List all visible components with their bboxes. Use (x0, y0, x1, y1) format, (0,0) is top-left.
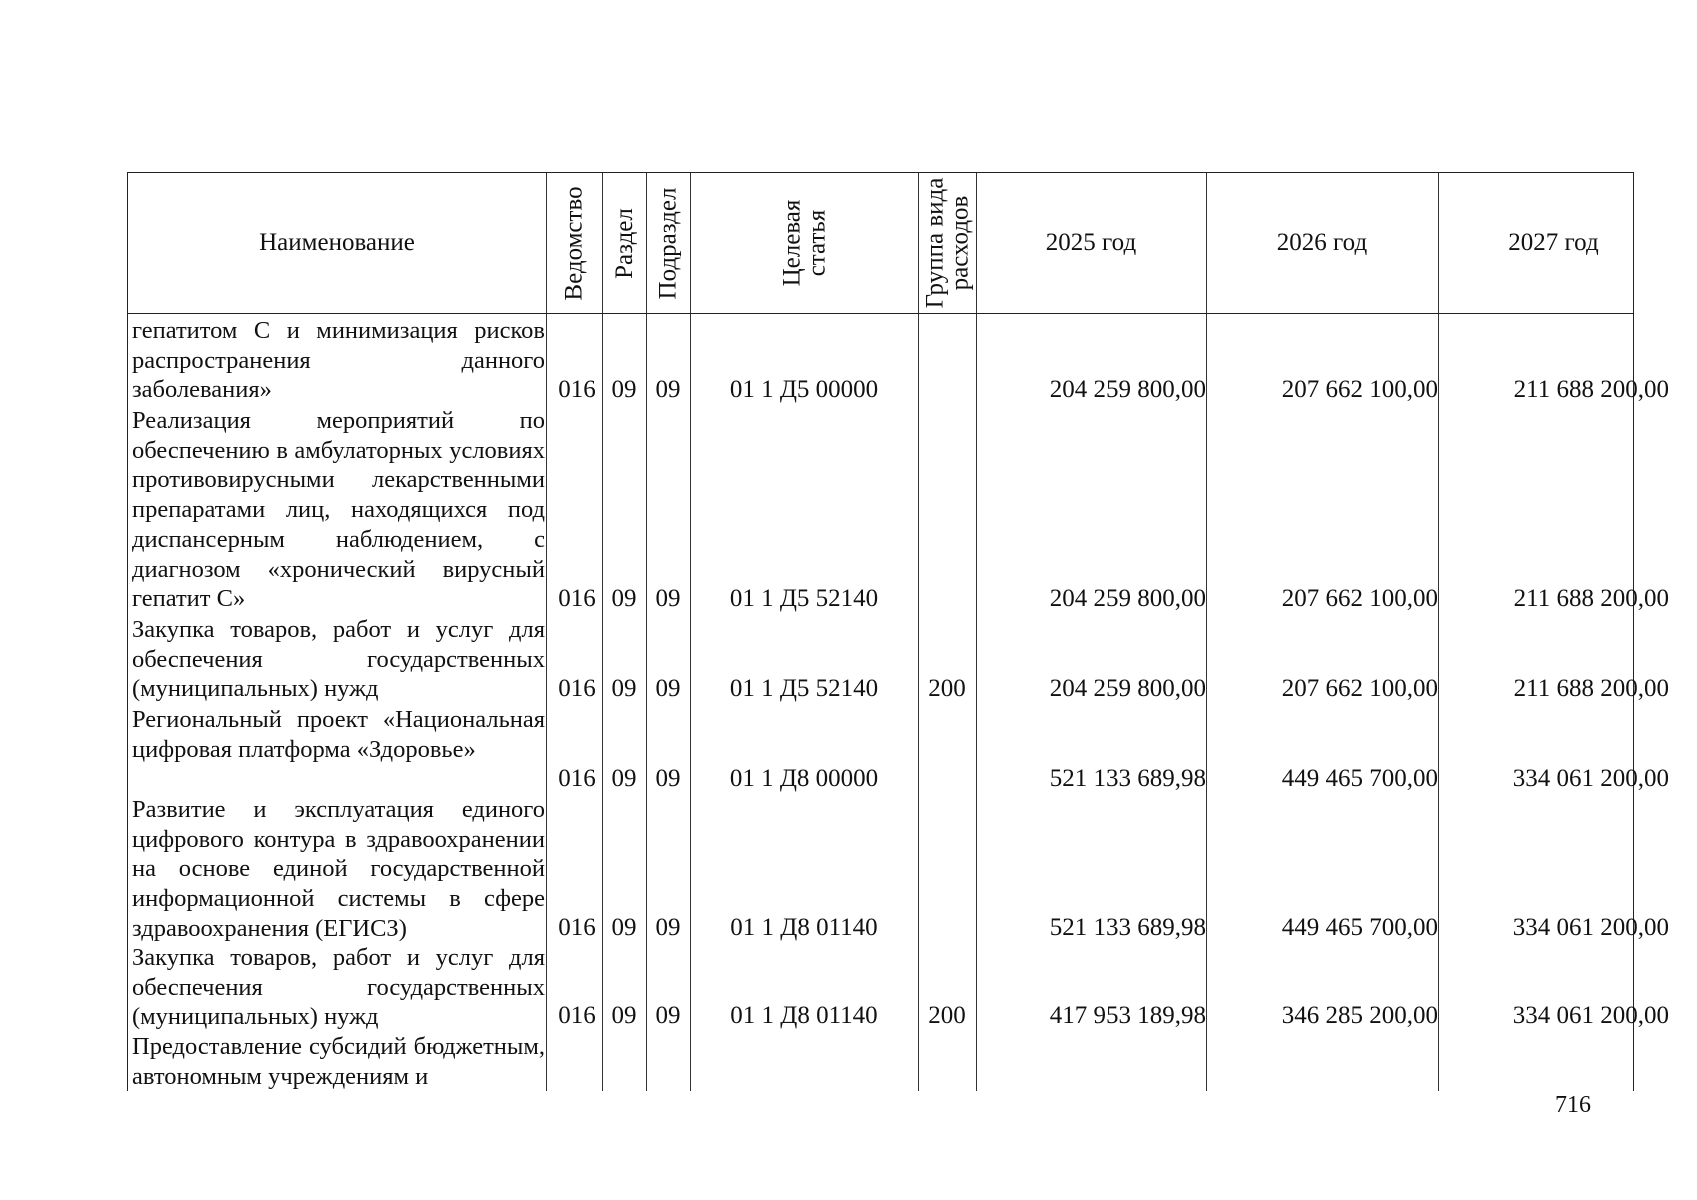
cell-podrazdel: 09 (655, 376, 681, 403)
page-number: 716 (1555, 1092, 1591, 1118)
row-name: Развитие и эксплуатация единого цифрового контура в здравоохранении на основе единой государственной информационной системы в сфере здравоохранения (ЕГИСЗ) (132, 796, 545, 942)
cell-celevaya-statya: 01 1 Д5 52140 (729, 675, 879, 702)
budget-table (127, 172, 1669, 1091)
cell-razdel: 09 (611, 765, 637, 792)
cell-2026: 207 662 100,00 (1281, 585, 1438, 612)
cell-2027: 211 688 200,00 (1513, 376, 1669, 403)
header-year-2026: 2026 год (1276, 229, 1368, 256)
cell-razdel: 09 (611, 914, 637, 941)
cell-2026: 207 662 100,00 (1281, 675, 1438, 702)
cell-2025: 204 259 800,00 (1049, 376, 1206, 403)
cell-celevaya-statya: 01 1 Д5 52140 (729, 585, 879, 612)
row-name: Реализация мероприятий по обеспечению в амбулаторных условиях противовирусными лекарственными препаратами лиц, находящихся под диспансерным наблюдением, с диагнозом «хронический вирусный гепатит С» (132, 407, 545, 613)
cell-2027: 334 061 200,00 (1512, 1002, 1669, 1029)
cell-podrazdel: 09 (655, 585, 681, 612)
cell-razdel: 09 (611, 675, 637, 702)
cell-2026: 346 285 200,00 (1281, 1002, 1438, 1029)
cell-2025: 521 133 689,98 (1049, 765, 1206, 792)
cell-2025: 521 133 689,98 (1049, 914, 1206, 941)
header-year-2025: 2025 год (1045, 229, 1137, 256)
cell-gruppa (918, 375, 976, 405)
row-name: гепатитом С и минимизация рисков распространения данного заболевания» (132, 317, 545, 404)
cell-podrazdel: 09 (655, 1002, 681, 1029)
cell-gruppa (918, 913, 976, 943)
cell-razdel: 09 (611, 585, 637, 612)
header-gruppa-vida-rashodov: Группа вида расходов (921, 177, 973, 309)
cell-podrazdel: 09 (655, 675, 681, 702)
cell-2025: 417 953 189,98 (1049, 1002, 1206, 1029)
row-name: Предоставление субсидий бюджетным, автономным учреждениям и (132, 1033, 545, 1090)
cell-celevaya-statya: 01 1 Д8 01140 (730, 1002, 878, 1029)
header-divider (128, 313, 1633, 314)
row-name: Закупка товаров, работ и услуг для обеспечения государственных (муниципальных) нужд (132, 944, 545, 1031)
cell-2027: 334 061 200,00 (1512, 765, 1669, 792)
header-celevaya-statya: Целевая статья (777, 199, 830, 287)
cell-vedomstvo: 016 (558, 1002, 596, 1029)
cell-2026: 449 465 700,00 (1281, 765, 1438, 792)
header-vedomstvo: Ведомство (560, 185, 588, 301)
cell-gruppa: 200 (928, 675, 966, 702)
cell-2027: 211 688 200,00 (1513, 675, 1669, 702)
cell-gruppa: 200 (928, 1002, 966, 1029)
header-podrazdel: Подраздел (654, 187, 682, 299)
cell-vedomstvo: 016 (558, 376, 596, 403)
cell-gruppa (918, 584, 976, 614)
cell-2027: 211 688 200,00 (1513, 585, 1669, 612)
row-name: Региональный проект «Национальная цифровая платформа «Здоровье» (132, 706, 545, 763)
header-year-2027: 2027 год (1508, 229, 1599, 256)
header-name: Наименование (259, 229, 415, 256)
cell-celevaya-statya: 01 1 Д5 00000 (729, 376, 879, 403)
cell-podrazdel: 09 (655, 914, 681, 941)
cell-razdel: 09 (611, 376, 637, 403)
cell-vedomstvo: 016 (558, 585, 596, 612)
cell-celevaya-statya: 01 1 Д8 01140 (730, 914, 878, 941)
cell-podrazdel: 09 (655, 765, 681, 792)
cell-celevaya-statya: 01 1 Д8 00000 (729, 765, 879, 792)
cell-vedomstvo: 016 (558, 675, 596, 702)
cell-vedomstvo: 016 (558, 765, 596, 792)
header-razdel: Раздел (610, 207, 638, 279)
cell-razdel: 09 (611, 1002, 637, 1029)
cell-gruppa (918, 764, 976, 794)
cell-2026: 207 662 100,00 (1281, 376, 1438, 403)
row-name: Закупка товаров, работ и услуг для обеспечения государственных (муниципальных) нужд (132, 616, 545, 703)
cell-2025: 204 259 800,00 (1049, 675, 1206, 702)
cell-2026: 449 465 700,00 (1281, 914, 1438, 941)
cell-2027: 334 061 200,00 (1512, 914, 1669, 941)
cell-vedomstvo: 016 (558, 914, 596, 941)
cell-2025: 204 259 800,00 (1049, 585, 1206, 612)
